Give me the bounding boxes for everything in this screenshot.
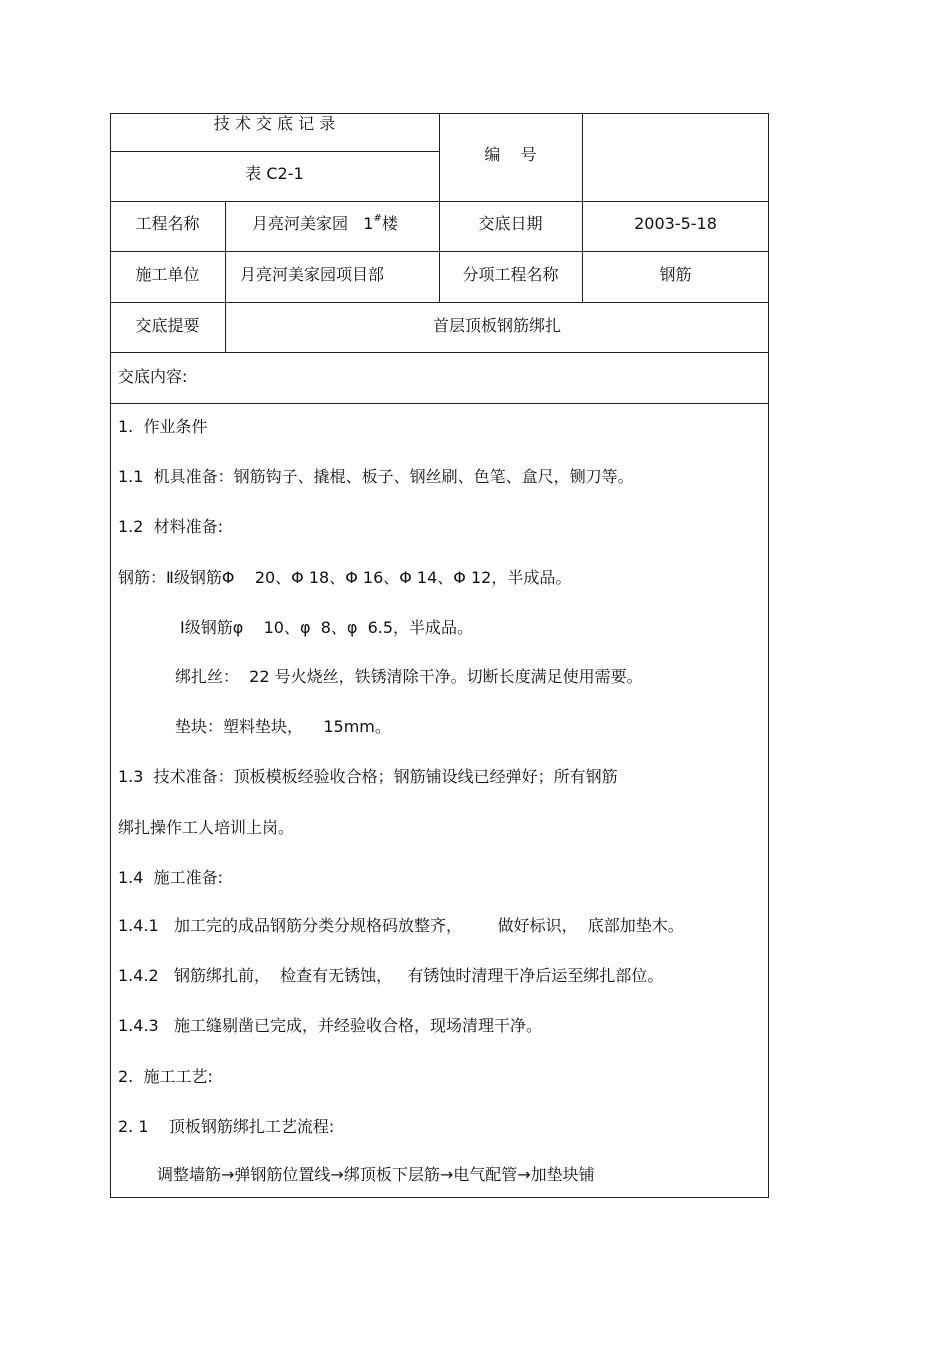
sub-project-value: 钢筋 [659, 265, 692, 284]
table-rule [110, 151, 439, 152]
project-name-suffix: 楼 [381, 214, 398, 233]
form-title: 技 术 交 底 记 录 [213, 114, 336, 133]
summary-value: 首层顶板钢筋绑扎 [432, 316, 561, 335]
content-line: Ⅰ级钢筋φ 10、φ 8、φ 6.5，半成品。 [180, 618, 474, 637]
sub-project-label: 分项工程名称 [462, 265, 559, 284]
content-line: 1. 作业条件 [118, 417, 208, 436]
content-label: 交底内容: [118, 367, 188, 386]
project-name-text: 月亮河美家园 1 [252, 214, 374, 233]
unit-value: 月亮河美家园项目部 [240, 265, 385, 284]
content-line: 1.1 机具准备：钢筋钩子、撬棍、板子、钢丝刷、色笔、盒尺，铡刀等。 [118, 467, 634, 486]
project-name-value [252, 214, 398, 234]
unit-label: 施工单位 [135, 265, 200, 284]
content-line: 调整墙筋→弹钢筋位置线→绑顶板下层筋→电气配管→加垫块铺 [157, 1165, 595, 1184]
table-rule [110, 352, 769, 353]
content-line: 2. 1 顶板钢筋绑扎工艺流程: [118, 1117, 335, 1136]
table-rule [110, 403, 769, 404]
summary-label: 交底提要 [135, 316, 200, 335]
table-rule [110, 302, 769, 303]
content-line: 1.4.1 加工完的成品钢筋分类分规格码放整齐， 做好标识， 底部加垫木。 [118, 916, 684, 935]
content-line: 1.4 施工准备: [118, 868, 224, 887]
content-line: 垫块：塑料垫块， 15mm。 [175, 717, 391, 736]
content-line: 2. 施工工艺: [118, 1067, 213, 1086]
date-label: 交底日期 [478, 214, 543, 233]
content-line: 1.2 材料准备: [118, 517, 224, 536]
content-line: 1.3 技术准备：顶板模板经验收合格；钢筋铺设线已经弹好；所有钢筋 [118, 767, 618, 786]
content-line: 绑扎操作工人培训上岗。 [118, 818, 295, 837]
project-name-label: 工程名称 [135, 214, 200, 233]
content-line: 绑扎丝： 22 号火烧丝，铁锈清除干净。切断长度满足使用需要。 [175, 667, 643, 686]
content-line: 1.4.2 钢筋绑扎前， 检查有无锈蚀， 有锈蚀时清理干净后运至绑扎部位。 [118, 966, 664, 985]
content-line: 1.4.3 施工缝剔凿已完成，并经验收合格，现场清理干净。 [118, 1016, 542, 1035]
date-value: 2003-5-18 [634, 214, 717, 233]
content-line: 钢筋：Ⅱ级钢筋Φ 20、Φ 18、Φ 16、Φ 14、Φ 12，半成品。 [118, 568, 572, 587]
building-number-mark: # [373, 212, 382, 224]
number-label: 编 号 [484, 145, 537, 164]
form-code: 表 C2-1 [245, 164, 304, 183]
